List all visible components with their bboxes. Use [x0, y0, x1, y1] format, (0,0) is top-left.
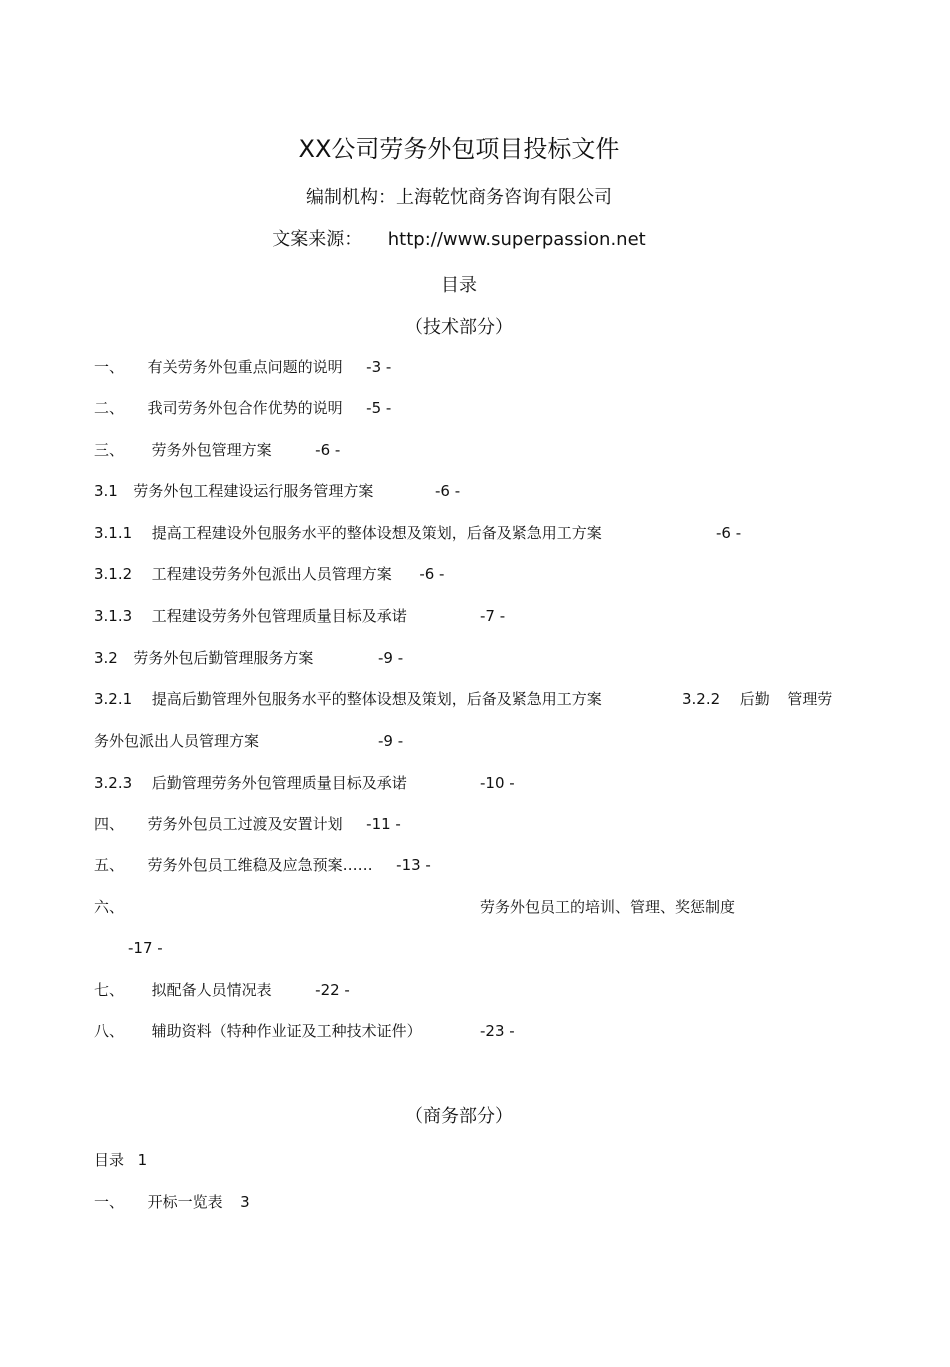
toc-item-number: 3.1.1 [94, 524, 133, 542]
toc-item-text: 开标一览表 [147, 1193, 223, 1211]
toc-item [94, 523, 602, 543]
toc-item [94, 648, 313, 668]
toc-item-text: 劳务外包员工的培训、管理、奖惩制度 [480, 898, 736, 916]
toc-item-page: -6 - [435, 482, 461, 500]
toc-item-page: -9 - [378, 732, 404, 750]
toc-item-page: -22 - [315, 981, 350, 999]
toc-item-page: -10 - [480, 774, 515, 792]
toc-item [94, 606, 407, 626]
toc-heading: 目录 [441, 275, 477, 296]
toc-item-page: -6 - [315, 441, 341, 459]
toc-item [94, 855, 431, 875]
toc-item [94, 1150, 147, 1170]
toc-item-number: 五、 [94, 856, 125, 874]
toc-item [682, 689, 832, 709]
toc-item-text: 工程建设劳务外包派出人员管理方案 [151, 565, 392, 583]
toc-item-number: 3.2.2 [682, 690, 721, 708]
toc-item-page: -6 - [716, 524, 742, 542]
toc-item-page: -7 - [480, 607, 506, 625]
toc-item-number: 三、 [94, 441, 125, 459]
toc-item-number: 一、 [94, 358, 125, 376]
toc-item-page: -17 - [128, 939, 163, 957]
toc-item-number: 3.1.3 [94, 607, 133, 625]
toc-item-text: 提高工程建设外包服务水平的整体设想及策划，后备及紧急用工方案 [151, 524, 602, 542]
toc-item-number: 3.2.1 [94, 690, 133, 708]
toc-item-text: 劳务外包工程建设运行服务管理方案 [133, 482, 374, 500]
source-line [0, 228, 918, 252]
toc-item-text: 我司劳务外包合作优势的说明 [147, 399, 343, 417]
toc-item-page: 3 [240, 1193, 250, 1211]
toc-item [94, 689, 602, 709]
toc-item-text: 拟配备人员情况表 [151, 981, 272, 999]
toc-item-number: 六、 [94, 898, 125, 916]
toc-item [94, 398, 391, 418]
toc-item-text: 目录 [94, 1151, 125, 1169]
toc-item-page: -23 - [480, 1022, 515, 1040]
toc-item-number: 3.1 [94, 482, 118, 500]
toc-item [94, 773, 407, 793]
toc-item-text: 工程建设劳务外包管理质量目标及承诺 [151, 607, 407, 625]
toc-item-text: 劳务外包管理方案 [151, 441, 272, 459]
toc-item-number: 八、 [94, 1022, 125, 1040]
toc-item-text: 辅助资料（特种作业证及工种技术证件） [151, 1022, 422, 1040]
toc-item [94, 481, 460, 501]
toc-item-text: 后勤管理劳务外包管理质量目标及承诺 [151, 774, 407, 792]
toc-item [94, 357, 391, 377]
toc-item-text: 劳务外包员工维稳及应急预案…… [147, 856, 373, 874]
compiling-org: 编制机构：上海乾忱商务咨询有限公司 [306, 187, 612, 208]
toc-item-page: 1 [137, 1151, 148, 1169]
toc-item-page: -5 - [366, 399, 392, 417]
toc-item-text: 后勤 [739, 690, 770, 708]
toc-item-page: -6 - [419, 565, 445, 583]
toc-item-text: 管理劳 [787, 690, 833, 708]
toc-item-number: 四、 [94, 815, 125, 833]
toc-item-page: -3 - [366, 358, 392, 376]
toc-item-continuation: 务外包派出人员管理方案 [94, 732, 260, 750]
toc-item-text: 劳务外包员工过渡及安置计划 [147, 815, 343, 833]
toc-item-number: 二、 [94, 399, 125, 417]
toc-item [94, 440, 340, 460]
source-label: 文案来源： [272, 229, 363, 250]
toc-item-text: 提高后勤管理外包服务水平的整体设想及策划，后备及紧急用工方案 [151, 690, 602, 708]
toc-item [94, 814, 401, 834]
toc-item-number: 七、 [94, 981, 125, 999]
business-part-heading: （商务部分） [405, 1106, 513, 1127]
source-url[interactable]: http://www.superpassion.net [387, 229, 646, 250]
toc-item-number: 3.1.2 [94, 565, 133, 583]
toc-item-text: 劳务外包后勤管理服务方案 [133, 649, 314, 667]
document-title: XX公司劳务外包项目投标文件 [298, 135, 620, 163]
toc-item [94, 1021, 422, 1041]
toc-item-number: 一、 [94, 1193, 125, 1211]
toc-item [94, 564, 444, 584]
toc-item [94, 980, 350, 1000]
tech-part-heading: （技术部分） [405, 317, 513, 338]
toc-item-page: -9 - [378, 649, 404, 667]
toc-item-page: -11 - [366, 815, 401, 833]
toc-item-number: 3.2.3 [94, 774, 133, 792]
toc-item-page: -13 - [396, 856, 431, 874]
toc-item-number: 3.2 [94, 649, 118, 667]
toc-item [94, 1192, 250, 1212]
toc-item-text: 有关劳务外包重点问题的说明 [147, 358, 343, 376]
